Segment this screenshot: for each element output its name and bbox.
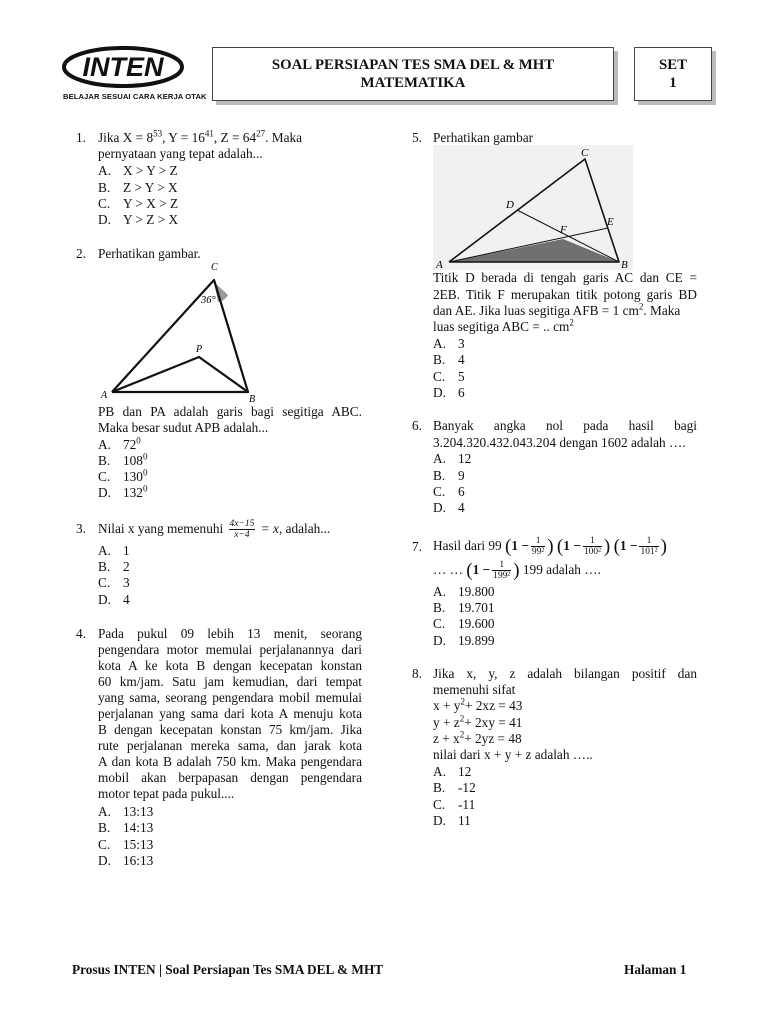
question-text: mobil akan berpapasan dengan pengendara bbox=[98, 770, 362, 785]
question-text: Jika $X = 8^{53}$, $Y = 16^{41}$, $Z = 64^{27}$. Maka bbox=[98, 128, 303, 145]
set-label: SET bbox=[659, 57, 687, 73]
question-text: Titik D berada di tengah garis AC dan CE = bbox=[433, 270, 697, 285]
option-d: D. 6 bbox=[433, 385, 465, 400]
label-e: E bbox=[607, 216, 614, 228]
set-number: 1 bbox=[669, 75, 677, 91]
option-b: B. 2 bbox=[98, 559, 130, 574]
question-text: 60 km/jam. Satu jam kemudian, dari tempat bbox=[98, 674, 362, 689]
question-number: 7. bbox=[412, 539, 422, 554]
equation-3: $z + x^2+ 2yz = 48$ bbox=[433, 729, 522, 746]
label-b: B bbox=[249, 394, 256, 402]
question-text: B dengan kecepatan konstan 75 km/jam. Jika bbox=[98, 722, 362, 737]
option-a: A. $72^0$ bbox=[98, 435, 141, 452]
question-number: 4. bbox=[76, 626, 86, 641]
question-text: PB dan PA adalah garis bagi segitiga ABC. bbox=[98, 404, 362, 419]
option-b: B. 9 bbox=[433, 468, 465, 483]
question-text: kota A ke kota B dengan kecepatan konstan bbox=[98, 658, 362, 673]
question-text: Jika x, y, z adalah bilangan positif dan bbox=[433, 666, 697, 681]
option-a: A. X > Y > Z bbox=[98, 163, 178, 178]
question-number: 3. bbox=[76, 521, 86, 536]
question-text: Pada pukul 09 lebih 13 menit, seorang bbox=[98, 626, 362, 641]
question-text: memenuhi sifat bbox=[433, 682, 516, 697]
label-a: A bbox=[101, 390, 108, 401]
label-a: A bbox=[436, 259, 443, 270]
fraction: $\frac{4x-15}{x-4}$ bbox=[229, 519, 255, 541]
option-b: B. 4 bbox=[433, 352, 465, 367]
option-a: A. 19.800 bbox=[433, 584, 495, 599]
option-d: D. Y > Z > X bbox=[98, 212, 179, 227]
question-number: 6. bbox=[412, 418, 422, 433]
triangle-abc-figure bbox=[98, 262, 266, 402]
option-d: D. 19.899 bbox=[433, 633, 495, 648]
question-text: Hasil dari 99 (1 − $\frac{1}{\text{99²}}$ ) (1 − $\frac{1}{\text{100²}}$ ) (1 − $\frac{1}{\text{101²}}$ ) bbox=[433, 535, 667, 558]
option-a: A. 12 bbox=[433, 451, 472, 466]
question-text: Perhatikan gambar bbox=[433, 130, 534, 145]
question-text: Perhatikan gambar. bbox=[98, 246, 201, 261]
option-c: C. $130^0$ bbox=[98, 467, 148, 484]
question-text: 2EB. Titik F merupakan titik potong garis BD bbox=[433, 287, 697, 302]
option-d: D. 11 bbox=[433, 813, 471, 828]
equation-1: $x + y^2+ 2xz = 43$ bbox=[433, 696, 523, 713]
label-b: B bbox=[621, 259, 628, 270]
option-b: B. 14:13 bbox=[98, 820, 154, 835]
option-c: C. 3 bbox=[98, 575, 130, 590]
footer-text: Prosus INTEN | Soal Persiapan Tes SMA DEL & MHT bbox=[72, 962, 384, 977]
question-text: rute perjalanan mereka sama, dan jarak kota bbox=[98, 738, 362, 753]
question-number: 8. bbox=[412, 666, 422, 681]
question-number: 1. bbox=[76, 130, 86, 145]
option-c: C. 15:13 bbox=[98, 837, 154, 852]
equation-2: $y + z^2+ 2xy = 41$ bbox=[433, 713, 523, 730]
document-subject: MATEMATIKA bbox=[360, 75, 466, 91]
option-d: D. $132^0$ bbox=[98, 483, 148, 500]
option-a: A. 3 bbox=[433, 336, 465, 351]
question-text: … … (1 − $\frac{1}{\text{199²}}$ ) 199 adalah …. bbox=[433, 559, 601, 582]
question-text: motor tepat pada pukul.... bbox=[98, 786, 235, 801]
question-text: pernyataan yang tepat adalah... bbox=[98, 146, 263, 161]
option-d: D. 16:13 bbox=[98, 853, 154, 868]
question-text: luas segitiga ABC = .. $cm^2$ bbox=[433, 317, 574, 334]
label-d: D bbox=[506, 199, 514, 211]
option-b: B. 19.701 bbox=[433, 600, 495, 615]
document-title: SOAL PERSIAPAN TES SMA DEL & MHT bbox=[271, 57, 555, 73]
question-text: 3.204.320.432.043.204 dengan 1602 adalah …. bbox=[433, 435, 686, 450]
label-c: C bbox=[581, 147, 589, 159]
question-text: pengendara motor memulai perjalanannya dari bbox=[98, 642, 362, 657]
angle-label: 36° bbox=[201, 295, 216, 306]
label-f: F bbox=[560, 224, 567, 236]
option-b: B. -12 bbox=[433, 780, 476, 795]
option-a: A. 12 bbox=[433, 764, 472, 779]
label-c: C bbox=[211, 262, 218, 273]
option-a: A. 13:13 bbox=[98, 804, 154, 819]
set-box bbox=[634, 47, 712, 101]
question-text: nilai dari x + y + z adalah ….. bbox=[433, 747, 593, 762]
bisector-lines bbox=[112, 357, 248, 392]
question-text: dan AE. Jika luas segitiga AFB = 1 $cm^2$. Maka bbox=[433, 301, 681, 318]
question-text: Maka besar sudut APB adalah... bbox=[98, 420, 269, 435]
option-b: B. $108^0$ bbox=[98, 451, 148, 468]
option-a: A. 1 bbox=[98, 543, 130, 558]
inten-logo bbox=[62, 46, 184, 88]
option-c: C. -11 bbox=[433, 797, 476, 812]
question-text: Nilai x yang memenuhi $\frac{4x-15}{x-4}$ = x, adalah... bbox=[98, 519, 331, 541]
question-number: 2. bbox=[76, 246, 86, 261]
question-text: yang sama, seorang pengendara mobil memulai bbox=[98, 690, 362, 705]
title-box bbox=[212, 47, 614, 101]
option-c: C. 6 bbox=[433, 484, 465, 499]
question-text: Banyak angka nol pada hasil bagi bbox=[433, 418, 697, 433]
triangle-def-figure bbox=[433, 145, 633, 270]
option-d: D. 4 bbox=[98, 592, 130, 607]
label-p: P bbox=[196, 344, 203, 355]
question-number: 5. bbox=[412, 130, 422, 145]
triangle-abc-edges bbox=[112, 280, 248, 392]
option-c: C. 5 bbox=[433, 369, 465, 384]
option-c: C. Y > X > Z bbox=[98, 196, 179, 211]
option-d: D. 4 bbox=[433, 500, 465, 515]
option-c: C. 19.600 bbox=[433, 616, 495, 631]
page-number: Halaman 1 bbox=[624, 962, 687, 977]
option-b: B. Z > Y > X bbox=[98, 180, 178, 195]
question-text: perjalanan yang sama dari kota A menuju kota bbox=[98, 706, 362, 721]
question-text: A dan kota B adalah 750 km. Maka pengendara bbox=[98, 754, 362, 769]
logo-text: INTEN bbox=[82, 52, 164, 82]
logo-tagline: BELAJAR SESUAI CARA KERJA OTAK bbox=[63, 92, 207, 101]
